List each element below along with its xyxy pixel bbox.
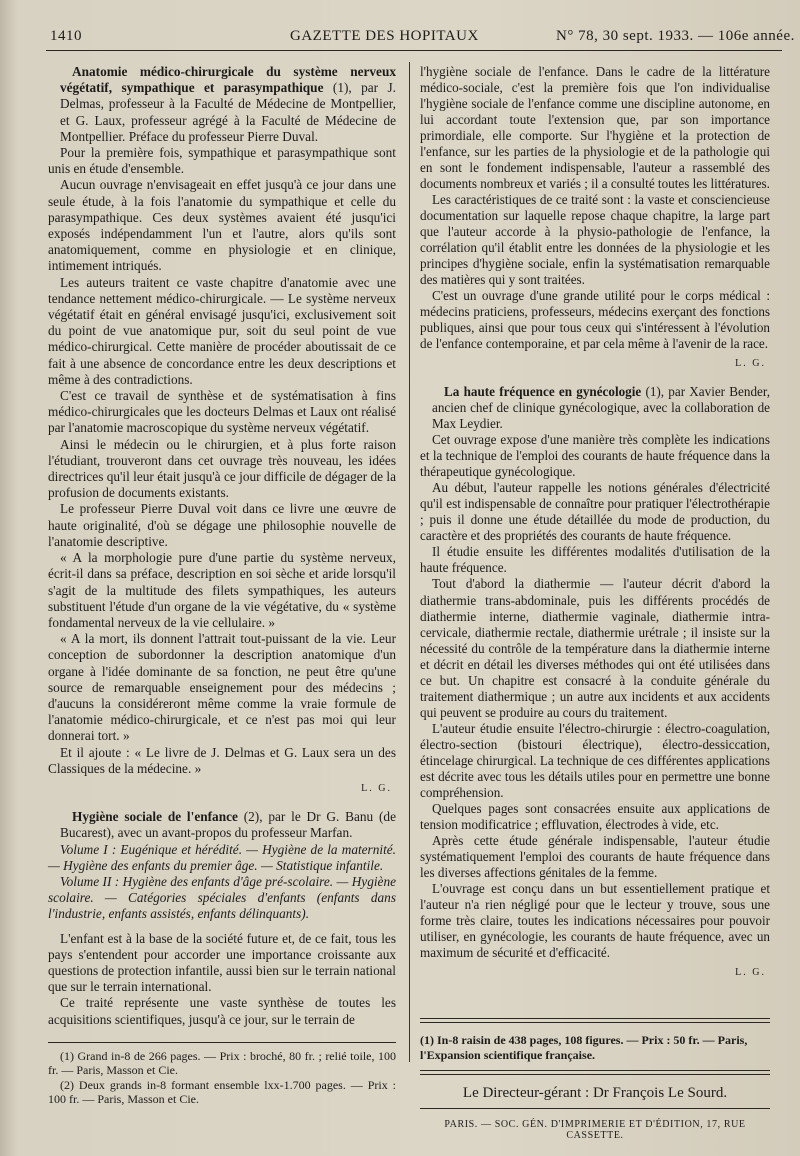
paragraph: Ce traité représente une vaste synthèse de toutes les acquisitions scientifiques, jusqu'à ce jour, sur le terrain de: [48, 995, 396, 1027]
review-hygiene-heading: [48, 809, 396, 841]
right-footer: [420, 1018, 770, 1141]
journal-title: GAZETTE DES HOPITAUX: [290, 28, 479, 44]
review-credits: (1), par J. Delmas, professeur à la Faculté de Médecine de Montpellier, et G. Laux, professeur agrégé à la Faculté de Médecine de Montpellier. Préface du professeur Pierre Duval.: [60, 80, 396, 144]
right-column: [420, 64, 770, 993]
paragraph: Quelques pages sont consacrées ensuite aux applications de tension modificatrice ; effluvation, électrodes à vide, etc.: [420, 800, 770, 832]
quote: « A la morphologie pure d'une partie du système nerveux, écrit-il dans sa préface, description en soi sèche et aride lorsqu'il s'agit de la multitude des filets sympathiques, les auteurs substituent l'étude d'un organe de la vie végétative, du « système fondamental nerveux de la vie cellulaire. »: [48, 550, 396, 630]
footnote-2: (2) Deux grands in-8 formant ensemble lxx-1.700 pages. — Prix : 100 fr. — Paris, Masson et Cie.: [48, 1077, 396, 1107]
printer-rule: [420, 1108, 770, 1109]
issue-info: N° 78, 30 sept. 1933. — 106e année.: [556, 28, 795, 44]
signature: L. G.: [735, 966, 766, 978]
footer-double-rule: [420, 1070, 770, 1075]
paragraph: Il étudie ensuite les différentes modalités d'utilisation de la haute fréquence.: [420, 544, 770, 576]
paragraph: C'est ce travail de synthèse et de systématisation à fins médico-chirurgicales que les docteurs Delmas et Laux ont réalisé par l'anatomie macroscopique du système nerveux végétatif.: [48, 388, 396, 436]
review-title: Anatomie médico-chirurgicale du système nerveux végétatif, sympathique et parasympathique: [60, 64, 396, 96]
paragraph: C'est un ouvrage d'une grande utilité pour le corps médical : médecins praticiens, professeurs, médecins exerçant des fonctions publiques, ainsi que pour tous ceux qui s'intéressent à l'évolution de l'enfance contemporaine, et par cela même à l'avenir de la race.: [420, 288, 770, 352]
signature: L. G.: [735, 358, 766, 370]
paragraph: Aucun ouvrage n'envisageait en effet jusqu'à ce jour dans une seule étude, à la fois l'anatomie du sympathique et celle du parasympathique. Ces deux systèmes avaient été jusqu'ici exposés indépendamment l'un et l'autre, alors qu'ils sont anatomiquement, comme en physiologie et en clinique, intimement intriqués.: [48, 177, 396, 274]
review-title: Hygiène sociale de l'enfance: [72, 809, 238, 825]
footer-double-rule: [420, 1018, 770, 1023]
page-header: [46, 22, 795, 48]
printer-line: PARIS. — SOC. GÉN. D'IMPRIMERIE ET D'ÉDITION, 17, RUE CASSETTE.: [444, 1119, 746, 1141]
review-credits: (1), par Xavier Bender, ancien chef de clinique gynécologique, avec la collaboration de Max Leydier.: [432, 384, 770, 432]
paragraph: L'auteur étudie ensuite l'électro-chirurgie : électro-coagulation, électro-section (bistouri électrique), électro-dessiccation, étincelage chirurgical. La technique de ces différentes applications est décrite avec tous les détails utiles pour en permettre une bonne compréhension.: [420, 720, 770, 800]
paragraph: l'hygiène sociale de l'enfance. Dans le cadre de la littérature médico-sociale, c'est la première fois que l'on individualise l'hygiène sociale de l'enfance comme une discipline autonome, en lui accordant toute l'extension que, par son importance primordiale, elle comporte. Sur l'hygiène et la protection de l'enfance, sur les parties de la physiologie et de la pathologie qui en sont le fondement indispensable, l'auteur a rassemblé des documents nombreux et variés ; il a consulté toutes les littératures.: [420, 64, 770, 192]
review-haute-frequence-heading: [420, 384, 770, 432]
footnote-rule: [48, 1042, 396, 1043]
paragraph: Après cette étude générale indispensable, l'auteur étudie systématiquement l'emploi des courants de haute fréquence dans les diverses affections génitales de la femme.: [420, 832, 770, 880]
header-rule: [46, 50, 782, 51]
review-title: La haute fréquence en gynécologie: [444, 384, 642, 400]
page-number: 1410: [50, 28, 82, 44]
footnote-1: (1) Grand in-8 de 266 pages. — Prix : broché, 80 fr. ; relié toile, 100 fr. — Paris, Masson et Cie.: [48, 1048, 396, 1078]
paragraph: Cet ouvrage expose d'une manière très complète les indications et la technique de l'emploi des courants de haute fréquence dans la thérapeutique gynécologique.: [420, 432, 770, 480]
volume-1: Volume I : Eugénique et hérédité. — Hygiène de la maternité. — Hygiène des enfants du premier âge. — Statistique infantile.: [48, 841, 396, 873]
paragraph: Pour la première fois, sympathique et parasympathique sont unis en étude d'ensemble.: [48, 145, 396, 177]
volume-2: Volume II : Hygiène des enfants d'âge pré-scolaire. — Hygiène scolaire. — Catégories spéciales d'enfants (enfants dans l'industrie, enfants assistés, enfants délinquants).: [48, 873, 396, 922]
signature: L. G.: [361, 782, 392, 794]
paragraph: Les auteurs traitent ce vaste chapitre d'anatomie avec une tendance nettement médico-chirurgicale. — Le système nerveux végétatif était en général envisagé jusqu'ici, exclusivement soit du point de vue anatomique pur, soit du seul point de vue médico-chirurgical. Cette manière de procéder aboutissait de ce fait à une absence de concordance entre les deux descriptions et même à des contradictions.: [48, 274, 396, 387]
review-credits: (2), par le Dr G. Banu (de Bucarest), avec un avant-propos du professeur Marfan.: [60, 809, 396, 841]
paragraph: Les caractéristiques de ce traité sont : la vaste et consciencieuse documentation sur laquelle repose chaque chapitre, la large part que l'auteur accorde à la physio-pathologie de l'enfance, la corrélation qu'il établit entre les données de la physiologie et les principes d'hygiène sociale, enfin la systématisation remarquable des matières qui y sont traitées.: [420, 192, 770, 288]
left-column: [48, 64, 396, 1107]
paragraph: L'enfant est à la base de la société future et, de ce fait, tous les pays s'entendent pour accorder une importance croissante aux questions de protection infantile, aussi bien sur le terrain national que sur le terrain international.: [48, 930, 396, 995]
column-divider: [409, 62, 410, 1062]
paragraph: L'ouvrage est conçu dans un but essentiellement pratique et l'auteur n'a rien négligé pour que le lecteur y trouve, sous une forme très claire, toutes les indications nécessaires pour pouvoir utiliser, en gynécologie, les courants de haute fréquence, avec un maximum de sécurité et d'efficacité.: [420, 880, 770, 960]
director-line: Le Directeur-gérant : Dr François Le Sourd.: [462, 1085, 728, 1101]
paragraph: Et il ajoute : « Le livre de J. Delmas et G. Laux sera un des Classiques de la médecine. »: [48, 744, 396, 776]
quote: « A la mort, ils donnent l'attrait tout-puissant de la vie. Leur conception de subordonner la description anatomique d'un organe à l'idée dominante de sa fonction, ne peut être qu'une source de remarquable enseignement pour des médecins ; d'aucuns la considéreront même comme la vraie formule de l'anatomie médico-chirurgicale, et ce n'est pas moi qui leur donnerai tort. »: [48, 631, 396, 744]
review-anatomie-heading: [48, 64, 396, 145]
paragraph: Le professeur Pierre Duval voit dans ce livre une œuvre de haute originalité, d'où se dégage une philosophie nouvelle de l'anatomie descriptive.: [48, 501, 396, 549]
paragraph: Ainsi le médecin ou le chirurgien, et à plus forte raison l'étudiant, trouveront dans cet ouvrage très nouveau, les idées directrices qu'il leur était jusqu'à ce jour difficile de dégager de la profusion de documents existants.: [48, 436, 396, 501]
paragraph: Au début, l'auteur rappelle les notions générales d'électricité qu'il est indispensable de connaître pour pratiquer l'électrothérapie ; puis il donne une étude détaillée du mode de production, du caractère et des propriétés des courants de haute fréquence.: [420, 480, 770, 544]
paragraph: Tout d'abord la diathermie — l'auteur décrit d'abord la diathermie trans-abdominale, puis les différents procédés de diathermie interne, diathermie vaginale, diathermie intra-cervicale, diathermie rectale, diathermie urétrale ; il insiste sur la nécessité du contrôle de la température dans la diathermie interne et décrit en détail les diverses méthodes qui ont été utilisées dans ce but. Un chapitre est consacré à la conduite générale du traitement diathermique ; un autre aux incidents et aux accidents qui peuvent se produire au cours du traitement.: [420, 576, 770, 720]
footnote-right: (1) In-8 raisin de 438 pages, 108 figures. — Prix : 50 fr. — Paris, l'Expansion scientifique française.: [420, 1033, 748, 1062]
